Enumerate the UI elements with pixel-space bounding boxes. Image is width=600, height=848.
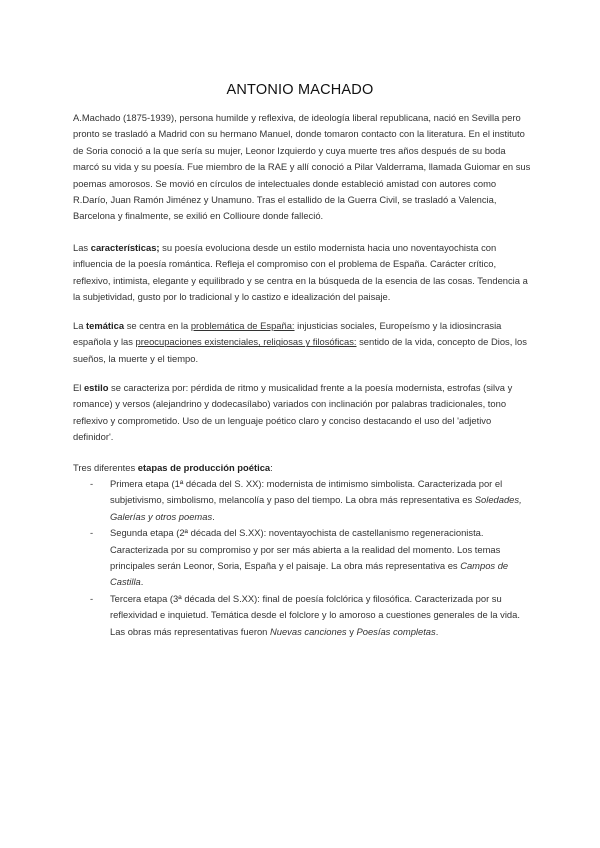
list-bullet: - — [90, 478, 94, 489]
list-bullet: - — [90, 592, 94, 604]
stage-tail: . — [435, 625, 439, 637]
characteristics-heading: características; — [90, 242, 160, 253]
theme-text-3: sentido de la vida, concepto de Dios, los sueños, la muerte y el tiempo. — [73, 336, 527, 364]
stage-tail: . — [212, 510, 215, 522]
stage-text: Segunda etapa (2ª década del S.XX): noventayochista de castellanismo regeneracionista. Caracterizada por su compromiso y por ser más abierta a la realidad del momento. Los temas principales serán Leonor, Soria, España y el paisaje. La obra más representativa es — [110, 527, 501, 572]
stages-intro-tail: : — [270, 462, 273, 473]
characteristics-text: su poesía evoluciona desde un estilo modernista hacia uno noventayochista con influencia de la poesía romántica. Refleja el compromiso con el problema de España. Carácter crítico, reflexivo, intimista, elegante y equilibrado y se centra en la búsqueda de la esencia de las cosas. Tendencia a la subjetividad, gusto por lo tradicional y lo castizo e idealización del paisaje. — [73, 242, 528, 303]
list-item — [90, 591, 533, 640]
list-item — [90, 476, 533, 525]
stages-list — [90, 476, 533, 640]
stage-work-title-2: Poesías completas — [356, 625, 436, 637]
theme-text-1: se centra en la — [124, 320, 191, 331]
theme-underline-spain: problemática de España: — [190, 320, 295, 331]
stage-text: Tercera etapa (3ª década del S.XX): final de poesía folclórica y filosófica. Caracterizada por su reflexividad e inquietud. Temática desde el folclore y lo amoroso a cuestiones generales de la vida. Las obras más representativas fueron — [110, 592, 520, 637]
stage-tail: . — [140, 576, 144, 588]
list-item — [90, 525, 533, 591]
style-lead: El — [73, 382, 84, 393]
characteristics-lead: Las — [73, 242, 91, 253]
stage-text: Primera etapa (1ª década del S. XX): modernista de intimismo simbolista. Caracterizada por el subjetivismo, simbolismo, melancolía y paso del tiempo. La obra más representativa es — [110, 478, 503, 506]
theme-text-2: injusticias sociales, Europeísmo y la idiosincrasia española y las — [73, 320, 502, 348]
stage-mid: y — [346, 625, 357, 637]
stages-intro-lead: Tres diferentes — [73, 462, 138, 473]
theme-heading: temática — [86, 320, 125, 331]
style-heading: estilo — [83, 382, 109, 393]
stage-work-title: Campos de Castilla — [110, 560, 509, 588]
style-paragraph — [73, 380, 533, 446]
theme-lead: La — [73, 320, 87, 331]
characteristics-paragraph — [73, 240, 533, 306]
biography-paragraph: A.Machado (1875-1939), persona humilde y reflexiva, de ideología liberal republicana, nació en Sevilla pero pronto se trasladó a Madrid con su hermano Manuel, donde tomaron contacto con la literatura. En el instituto de Soria conoció a la que sería su mujer, Leonor Izquierdo y cuya muerte tres años después de su boda marcó su vida y su poesía. Fue miembro de la RAE y allí conoció a Pilar Valderrama, llamada Guiomar en sus poemas amorosos. Se movió en círculos de intelectuales donde estableció amistad con autores como R.Darío, Juan Ramón Jiménez y Unamuno. Tras el estallido de la Guerra Civil, se trasladó a Valencia, Barcelona y finalmente, se exilió en Collioure donde falleció. — [73, 112, 531, 222]
theme-underline-existential: preocupaciones existenciales, religiosas y filosóficas: — [135, 336, 357, 348]
style-text: se caracteriza por: pérdida de ritmo y musicalidad frente a la poesía modernista, estrofas (silva y romance) y versos (alejandrino y dodecasílabo) variados con inclinación por palabras tradicionales, tono reflexivo y comprometido. Uso de un lenguaje poético claro y conciso destacando el uso del 'adjetivo definidor'. — [73, 382, 513, 443]
stage-work-title: Nuevas canciones — [269, 625, 347, 637]
theme-paragraph — [73, 318, 533, 367]
list-bullet: - — [90, 527, 94, 539]
stages-intro — [73, 460, 533, 476]
document-title: ANTONIO MACHADO — [226, 81, 374, 98]
stage-work-title: Soledades, Galerías y otros poemas — [110, 494, 522, 522]
stages-heading: etapas de producción poética — [137, 462, 271, 473]
